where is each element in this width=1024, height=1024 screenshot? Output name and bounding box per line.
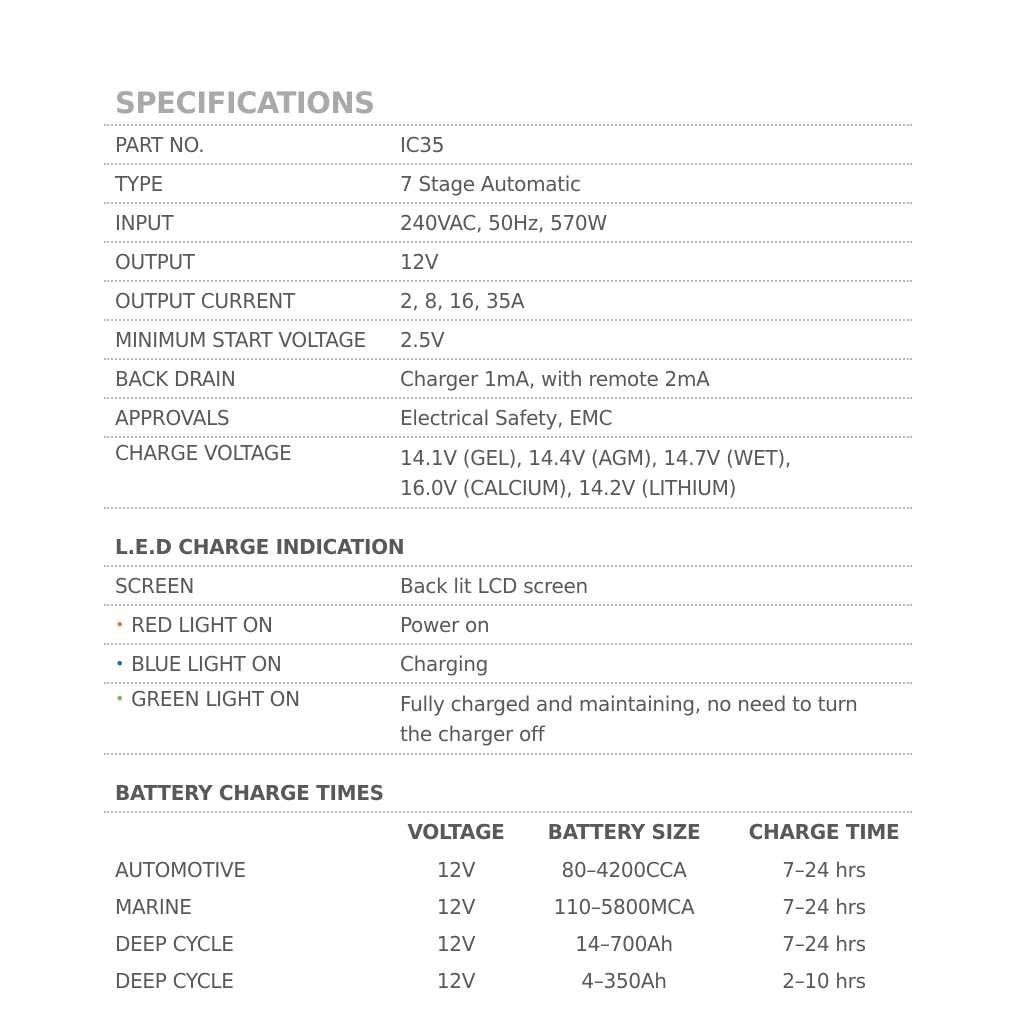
battery-size-cell: 80–4200CCA xyxy=(561,857,687,882)
spec-row-type xyxy=(104,165,912,204)
led-value-line: Fully charged and maintaining, no need to turn xyxy=(400,691,858,716)
battery-size-cell: 110–5800MCA xyxy=(553,894,695,919)
spec-row-charge-voltage xyxy=(104,438,912,509)
table-row xyxy=(104,851,912,888)
battery-size-cell: 4–350Ah xyxy=(581,968,667,993)
led-label: GREEN LIGHT ON xyxy=(131,687,300,711)
spec-label: MINIMUM START VOLTAGE xyxy=(115,327,366,352)
led-row-green xyxy=(104,684,912,755)
spec-label: OUTPUT xyxy=(115,249,195,274)
spec-label: INPUT xyxy=(115,210,174,235)
spec-row-back-drain xyxy=(104,360,912,399)
led-value xyxy=(400,689,912,749)
spec-value: Electrical Safety, EMC xyxy=(400,405,613,430)
specs-list xyxy=(104,126,912,509)
led-label-wrap xyxy=(104,652,400,676)
voltage-cell: 12V xyxy=(436,857,476,882)
spec-label: APPROVALS xyxy=(115,405,230,430)
spec-label: PART NO. xyxy=(115,132,205,157)
column-header-battery-size: BATTERY SIZE xyxy=(547,820,701,844)
spec-value: Charger 1mA, with remote 2mA xyxy=(400,366,710,391)
led-value-line: the charger off xyxy=(400,721,545,746)
led-list xyxy=(104,567,912,755)
led-label-wrap xyxy=(104,684,400,711)
specifications-sheet xyxy=(104,82,912,999)
charge-times-table xyxy=(104,813,912,999)
spec-row-approvals xyxy=(104,399,912,438)
voltage-cell: 12V xyxy=(436,968,476,993)
battery-type: AUTOMOTIVE xyxy=(115,857,246,882)
charge-time-cell: 7–24 hrs xyxy=(782,894,866,919)
led-row-blue xyxy=(104,645,912,684)
table-header-row xyxy=(104,813,912,851)
spec-label: BACK DRAIN xyxy=(115,366,236,391)
charge-time-cell: 7–24 hrs xyxy=(782,931,866,956)
table-row xyxy=(104,888,912,925)
red-dot-icon: • xyxy=(115,614,125,634)
spec-row-input xyxy=(104,204,912,243)
led-value: Charging xyxy=(400,651,488,676)
led-label-wrap xyxy=(104,613,400,637)
blue-dot-icon: • xyxy=(115,653,125,673)
column-header-voltage: VOLTAGE xyxy=(407,820,505,844)
spec-value: 12V xyxy=(400,249,439,274)
voltage-cell: 12V xyxy=(436,894,476,919)
spec-value xyxy=(400,443,912,503)
led-label: RED LIGHT ON xyxy=(131,612,273,637)
spec-value-line: 16.0V (CALCIUM), 14.2V (LITHIUM) xyxy=(400,475,737,500)
column-header-type xyxy=(104,813,400,851)
green-dot-icon: • xyxy=(115,689,125,708)
spec-row-part-no xyxy=(104,126,912,165)
spec-value: 7 Stage Automatic xyxy=(400,171,581,196)
table-row xyxy=(104,925,912,962)
times-section-heading: BATTERY CHARGE TIMES xyxy=(115,781,384,805)
battery-type: DEEP CYCLE xyxy=(115,968,234,993)
battery-type: DEEP CYCLE xyxy=(115,931,234,956)
spec-value: 2, 8, 16, 35A xyxy=(400,288,525,313)
spec-value: 2.5V xyxy=(400,327,445,352)
led-label: BLUE LIGHT ON xyxy=(131,651,282,676)
page-title: SPECIFICATIONS xyxy=(115,86,375,120)
battery-type: MARINE xyxy=(115,894,192,919)
led-label: SCREEN xyxy=(115,573,194,598)
led-value: Power on xyxy=(400,612,490,637)
led-section-heading: L.E.D CHARGE INDICATION xyxy=(115,535,405,559)
spec-value: IC35 xyxy=(400,132,445,157)
spec-row-output xyxy=(104,243,912,282)
spec-label: CHARGE VOLTAGE xyxy=(115,441,292,465)
spec-row-minimum-start-voltage xyxy=(104,321,912,360)
led-row-red xyxy=(104,606,912,645)
led-row-screen xyxy=(104,567,912,606)
charge-time-cell: 2–10 hrs xyxy=(782,968,866,993)
column-header-charge-time: CHARGE TIME xyxy=(748,820,900,844)
spec-value: 240VAC, 50Hz, 570W xyxy=(400,210,607,235)
charge-time-cell: 7–24 hrs xyxy=(782,857,866,882)
spec-label: TYPE xyxy=(115,171,163,196)
led-value: Back lit LCD screen xyxy=(400,573,588,598)
spec-value-line: 14.1V (GEL), 14.4V (AGM), 14.7V (WET), xyxy=(400,445,791,470)
spec-label: OUTPUT CURRENT xyxy=(115,288,295,313)
spec-row-output-current xyxy=(104,282,912,321)
battery-size-cell: 14–700Ah xyxy=(575,931,673,956)
voltage-cell: 12V xyxy=(436,931,476,956)
table-row xyxy=(104,962,912,999)
